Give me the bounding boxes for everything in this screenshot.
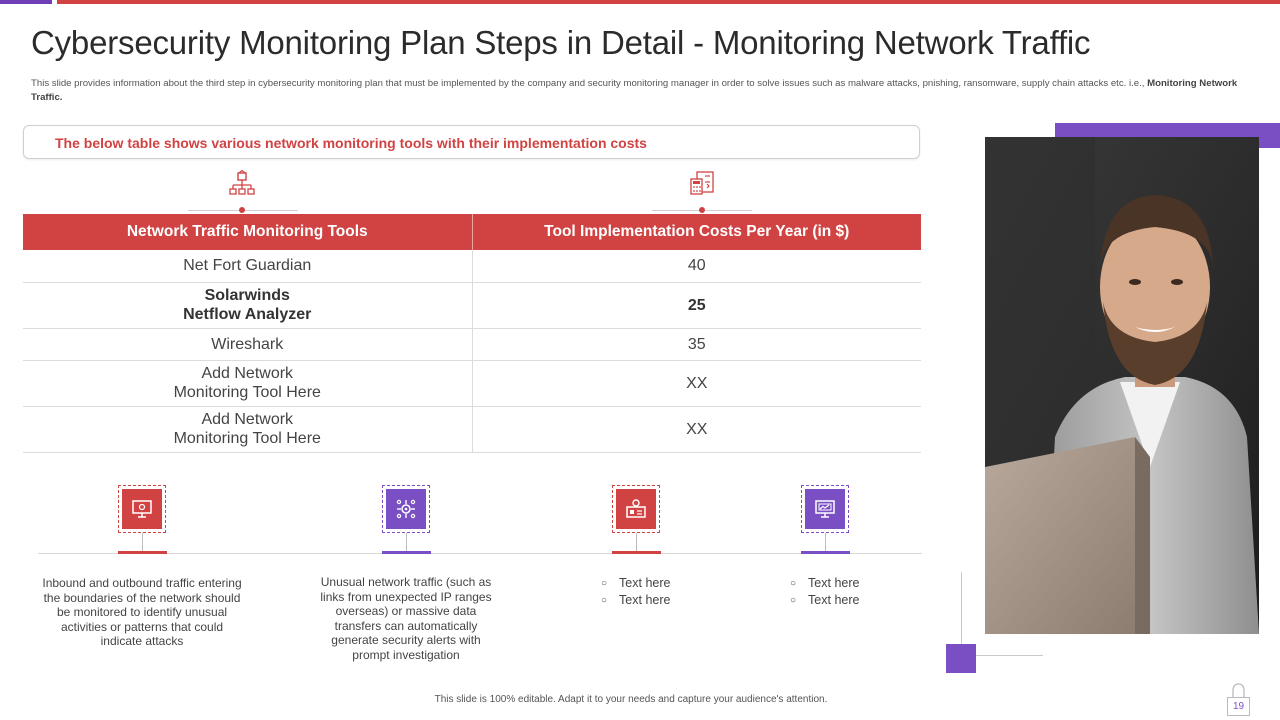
feature-4-bar bbox=[801, 551, 850, 554]
devices-settings-icon bbox=[624, 497, 648, 521]
table-row bbox=[23, 328, 921, 360]
table-row bbox=[23, 360, 921, 406]
footer-note: This slide is 100% editable. Adapt it to your needs and capture your audience's attention. bbox=[434, 694, 828, 705]
header-icon-dot-2 bbox=[699, 207, 705, 213]
callout-text: The below table shows various network monitoring tools with their implementation costs bbox=[55, 135, 647, 151]
feature-2-icon-box bbox=[382, 485, 430, 533]
bullet-item: ○ Text here bbox=[790, 593, 859, 610]
table-callout bbox=[23, 125, 920, 159]
man-with-laptop-illustration bbox=[985, 137, 1259, 634]
feature-2-stem bbox=[406, 533, 407, 553]
feature-3-stem bbox=[636, 533, 637, 553]
table-row bbox=[23, 282, 921, 328]
description-text: This slide provides information about the third step in cybersecurity monitoring plan that must be implemented by the company and security monitoring manager in order to solve issues such as malware attacks, pnishing, ransomware, supply chain attacks etc. i.e., bbox=[31, 78, 1145, 89]
tool-name-line1: Solarwinds bbox=[204, 287, 290, 304]
tool-name-line2: Netflow Analyzer bbox=[183, 306, 312, 323]
photo-accent-square bbox=[946, 644, 976, 673]
feature-1-text: Inbound and outbound traffic entering the boundaries of the network should be monitored to identify unusual activities or patterns that could indicate attacks bbox=[42, 576, 242, 648]
tool-name-cell bbox=[23, 282, 472, 328]
feature-1-icon-fill bbox=[122, 489, 162, 529]
header-costs: Tool Implementation Costs Per Year (in $) bbox=[472, 214, 921, 250]
feature-2-text: Unusual network traffic (such as links from unexpected IP ranges overseas) or massive data transfers can automatically generate security alerts with prompt investigation bbox=[320, 575, 492, 662]
tool-cost: 40 bbox=[472, 250, 921, 282]
tool-name-line1: Add Network bbox=[201, 365, 294, 382]
feature-4-icon-box bbox=[801, 485, 849, 533]
table-row bbox=[23, 250, 921, 282]
feature-3-icon-fill bbox=[616, 489, 656, 529]
feature-1-bar bbox=[118, 551, 167, 554]
tool-name-cell bbox=[23, 250, 472, 282]
feature-4-bullets bbox=[790, 576, 859, 609]
header-icon-dot-1 bbox=[239, 207, 245, 213]
cost-calculator-icon bbox=[688, 170, 716, 198]
monitor-icon bbox=[130, 497, 154, 521]
slide-description bbox=[31, 77, 1246, 104]
businessman-photo bbox=[985, 137, 1259, 634]
tool-name-cell bbox=[23, 328, 472, 360]
slide-title: Cybersecurity Monitoring Plan Steps in Detail - Monitoring Network Traffic bbox=[31, 24, 1091, 61]
bullet-item: ○ Text here bbox=[601, 576, 670, 593]
top-accent-red bbox=[57, 0, 1280, 4]
presentation-screen-icon bbox=[813, 497, 837, 521]
tool-name: Wireshark bbox=[211, 335, 284, 353]
tool-cost: 35 bbox=[472, 328, 921, 360]
tool-cost: XX bbox=[472, 406, 921, 452]
tool-cost: XX bbox=[472, 360, 921, 406]
network-hierarchy-icon bbox=[228, 170, 256, 198]
lock-icon bbox=[1229, 683, 1248, 697]
feature-2-bar bbox=[382, 551, 431, 554]
bullet-item: ○ Text here bbox=[790, 576, 859, 593]
feature-4-icon-fill bbox=[805, 489, 845, 529]
tool-name-cell bbox=[23, 406, 472, 452]
tool-name-line1: Add Network bbox=[201, 411, 294, 428]
description-bold: Monitoring Network Traffic. bbox=[31, 78, 1238, 103]
page-number: 19 bbox=[1227, 697, 1250, 716]
feature-2-icon-fill bbox=[386, 489, 426, 529]
feature-3-icon-box bbox=[612, 485, 660, 533]
network-gear-icon bbox=[394, 497, 418, 521]
table-row bbox=[23, 406, 921, 452]
header-tools: Network Traffic Monitoring Tools bbox=[23, 214, 472, 250]
tool-cost: 25 bbox=[472, 282, 921, 328]
feature-1-stem bbox=[142, 533, 143, 553]
top-accent-purple bbox=[0, 0, 52, 4]
bullet-item: ○ Text here bbox=[601, 593, 670, 610]
tool-name: Net Fort Guardian bbox=[183, 257, 312, 275]
monitoring-tools-table bbox=[23, 214, 921, 453]
feature-3-bar bbox=[612, 551, 661, 554]
tool-name-line2: Monitoring Tool Here bbox=[173, 430, 321, 447]
features-baseline bbox=[38, 553, 922, 554]
tool-name-line2: Monitoring Tool Here bbox=[173, 384, 321, 401]
feature-3-bullets bbox=[601, 576, 670, 609]
table-header-row bbox=[23, 214, 921, 250]
feature-4-stem bbox=[825, 533, 826, 553]
feature-1-icon-box bbox=[118, 485, 166, 533]
tool-name-cell bbox=[23, 360, 472, 406]
